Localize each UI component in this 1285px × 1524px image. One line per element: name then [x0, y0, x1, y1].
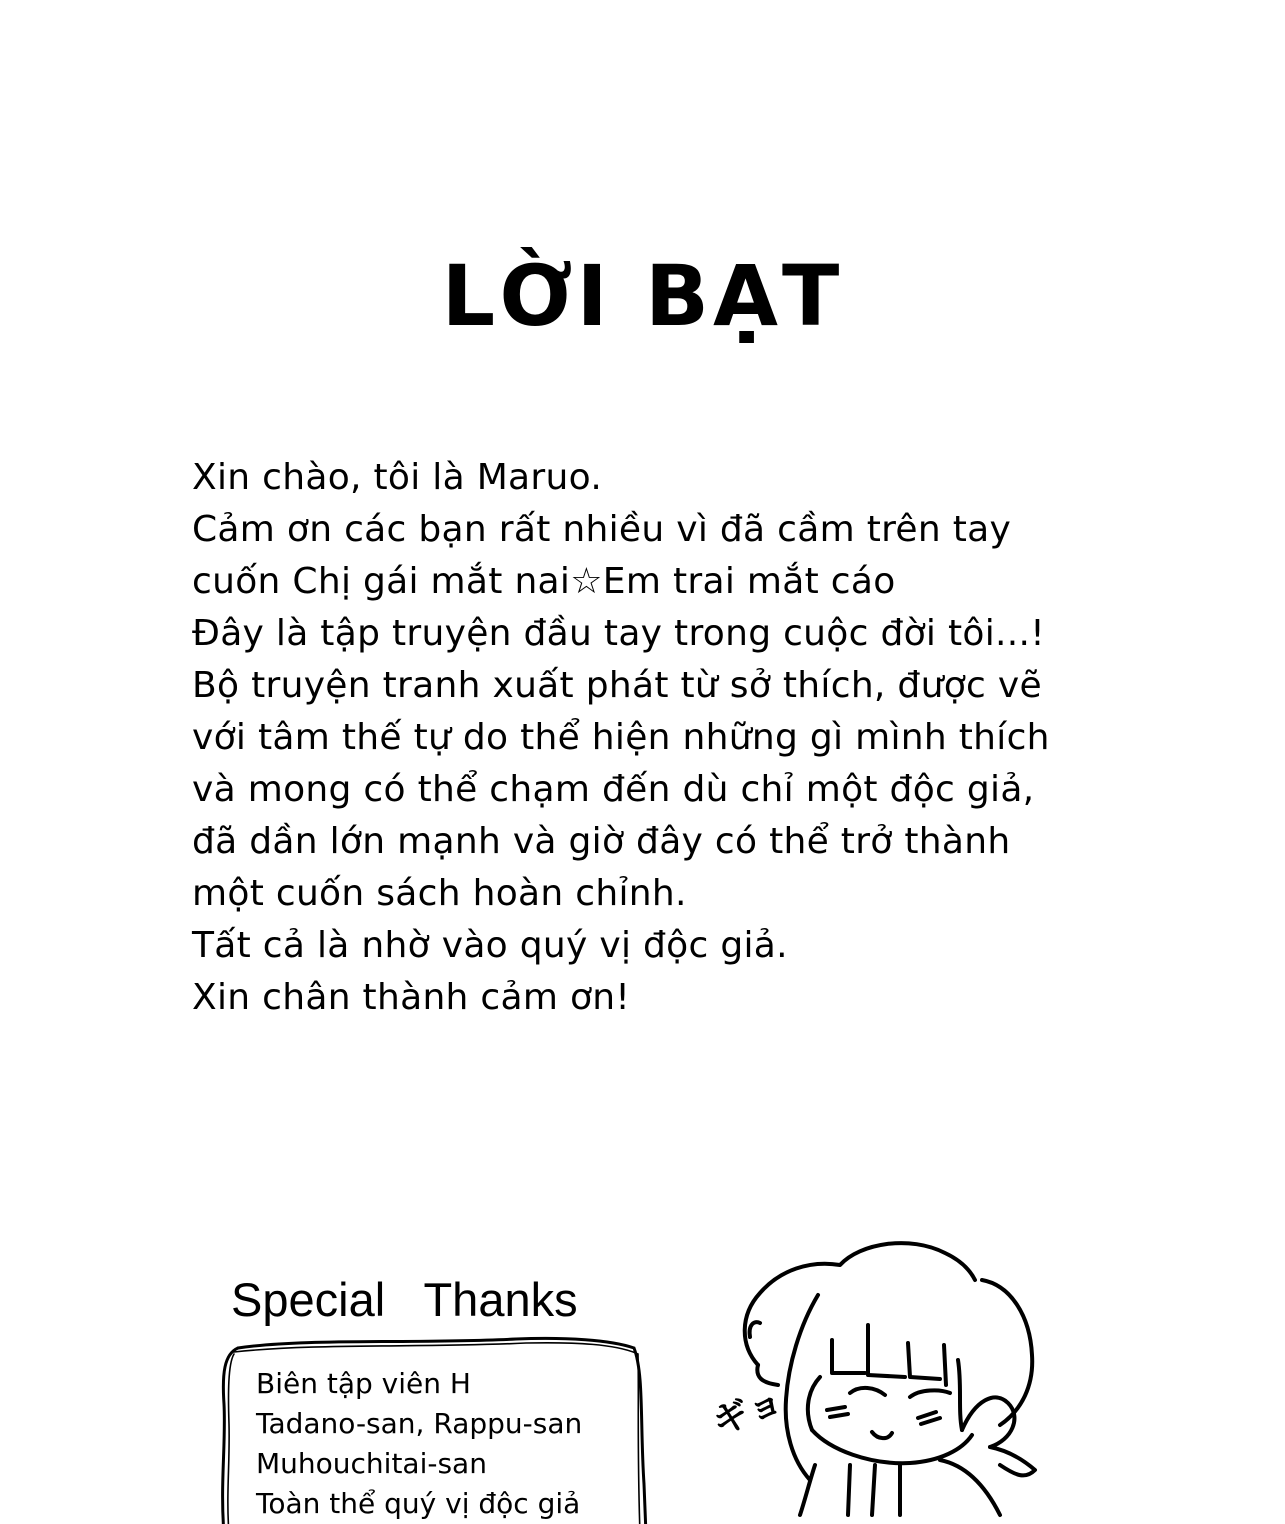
body-line: cuốn Chị gái mắt nai☆Em trai mắt cáo [192, 561, 896, 602]
afterword-body [192, 452, 1152, 1024]
special-thanks-box [216, 1334, 646, 1524]
special-thanks-list [256, 1364, 582, 1524]
body-line: và mong có thể chạm đến dù chỉ một độc giả, [192, 769, 1035, 810]
body-line: Tất cả là nhờ vào quý vị độc giả. [192, 925, 788, 966]
body-line: một cuốn sách hoàn chỉnh. [192, 873, 687, 914]
thanks-name: Tadano-san, Rappu-san [256, 1407, 583, 1440]
body-line: Xin chân thành cảm ơn! [192, 977, 631, 1018]
body-line: Đây là tập truyện đầu tay trong cuộc đời tôi...! [192, 613, 1045, 654]
thanks-name: Toàn thể quý vị độc giả [256, 1487, 581, 1520]
page-title: LỜI BẠT [441, 247, 844, 345]
thanks-name: Biên tập viên H [256, 1367, 471, 1400]
thanks-name: Muhouchitai-san [256, 1447, 487, 1480]
special-thanks-heading: Special Thanks [231, 1273, 578, 1326]
author-chibi-illustration [700, 1225, 1060, 1515]
body-line: đã dần lớn mạnh và giờ đây có thể trở thành [192, 821, 1011, 862]
body-line: với tâm thế tự do thể hiện những gì mình thích [192, 717, 1050, 758]
body-line: Xin chào, tôi là Maruo. [192, 457, 603, 498]
sfx-text: ギョ [707, 1380, 789, 1444]
body-line: Cảm ơn các bạn rất nhiều vì đã cầm trên tay [192, 509, 1012, 550]
body-line: Bộ truyện tranh xuất phát từ sở thích, được vẽ [192, 665, 1042, 706]
author-chibi-sketch-icon [700, 1225, 1060, 1515]
